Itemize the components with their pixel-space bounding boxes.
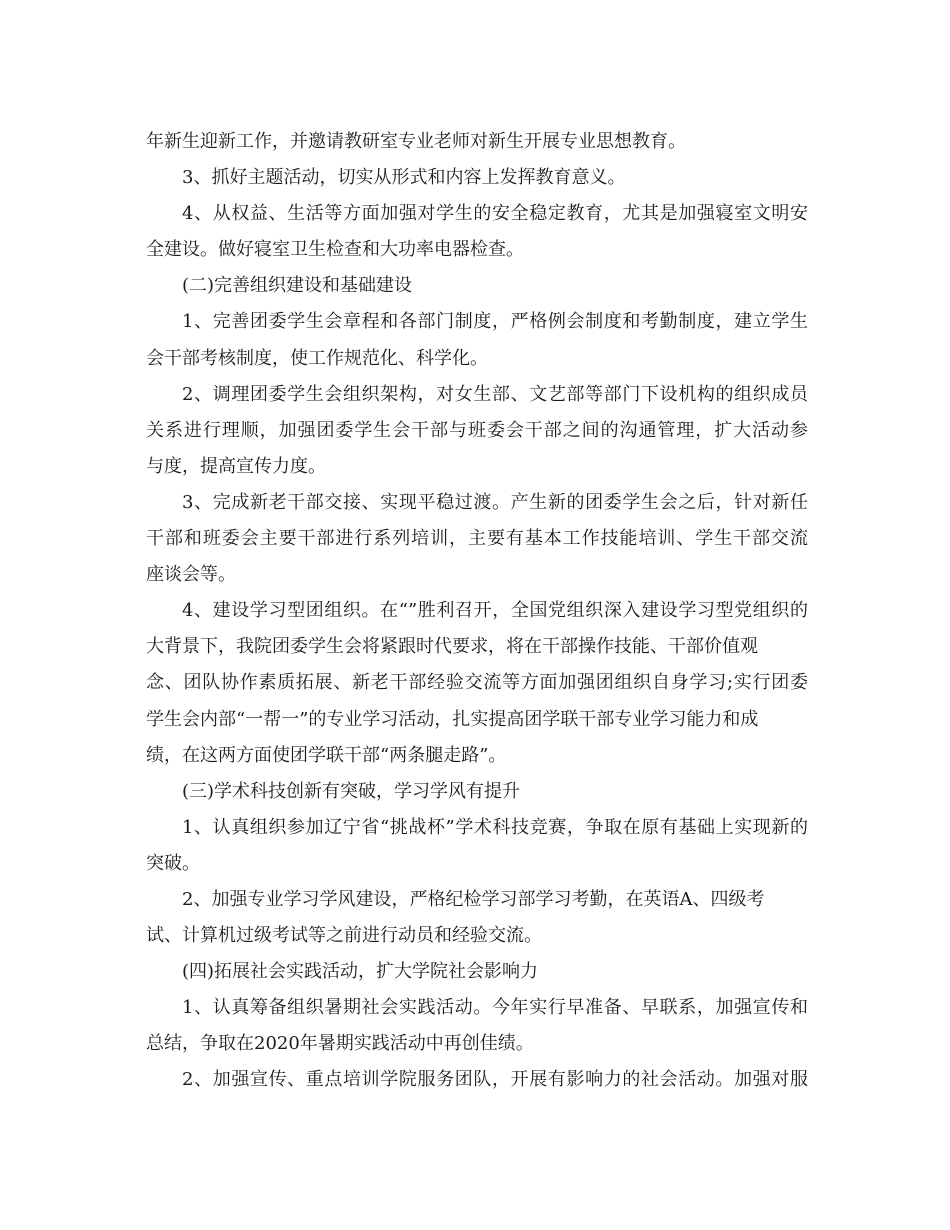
text-line: 4、从权益、生活等方面加强对学生的安全稳定教育，尤其是加强寝室文明安 [182, 203, 808, 225]
text-line: 会干部考核制度，使工作规范化、科学化。 [146, 347, 488, 369]
text-line: 干部和班委会主要干部进行系列培训，主要有基本工作技能培训、学生干部交流 [146, 528, 808, 550]
text-line: 2、加强宣传、重点培训学院服务团队，开展有影响力的社会活动。加强对服 [182, 1069, 808, 1091]
text-line: 1、认真组织参加辽宁省“挑战杯”学术科技竞赛，争取在原有基础上实现新的 [182, 816, 808, 838]
document-body [146, 124, 808, 1099]
text-line: 1、完善团委学生会章程和各部门制度，严格例会制度和考勤制度，建立学生 [182, 311, 808, 333]
text-line: 1、认真筹备组织暑期社会实践活动。今年实行早准备、早联系，加强宣传和 [182, 997, 808, 1019]
text-line: 3、完成新老干部交接、实现平稳过渡。产生新的团委学生会之后，针对新任 [182, 491, 808, 513]
text-line: 年新生迎新工作，并邀请教研室专业老师对新生开展专业思想教育。 [146, 131, 686, 152]
text-line: 2、调理团委学生会组织架构，对女生部、文艺部等部门下设机构的组织成员 [182, 383, 808, 405]
section-heading: (四)拓展社会实践活动，扩大学院社会影响力 [182, 961, 539, 983]
text-line: 总结，争取在2020年暑期实践活动中再创佳绩。 [146, 1033, 534, 1055]
text-line: 4、建设学习型团组织。在“”胜利召开，全国党组织深入建设学习型党组织的 [182, 600, 808, 622]
text-line: 关系进行理顺，加强团委学生会干部与班委会干部之间的沟通管理，扩大活动参 [146, 419, 808, 441]
text-line: 座谈会等。 [146, 564, 236, 586]
text-line: 学生会内部“一帮一”的专业学习活动，扎实提高团学联干部专业学习能力和成 [146, 708, 759, 730]
text-line: 2、加强专业学习学风建设，严格纪检学习部学习考勤，在英语A、四级考 [182, 888, 765, 910]
text-line: 试、计算机过级考试等之前进行动员和经验交流。 [146, 925, 542, 947]
text-line: 念、团队协作素质拓展、新老干部经验交流等方面加强团组织自身学习;实行团委 [146, 672, 808, 694]
section-heading: (三)学术科技创新有突破，学习学风有提升 [182, 780, 521, 802]
text-line: 大背景下，我院团委学生会将紧跟时代要求，将在干部操作技能、干部价值观 [146, 636, 758, 658]
text-line: 绩，在这两方面使团学联干部“两条腿走路”。 [146, 744, 507, 766]
text-line: 3、抓好主题活动，切实从形式和内容上发挥教育意义。 [182, 167, 626, 189]
section-heading: (二)完善组织建设和基础建设 [182, 275, 413, 297]
text-line: 突破。 [146, 852, 200, 874]
text-line: 与度，提高宣传力度。 [146, 455, 326, 477]
text-line: 全建设。做好寝室卫生检查和大功率电器检查。 [146, 239, 524, 261]
